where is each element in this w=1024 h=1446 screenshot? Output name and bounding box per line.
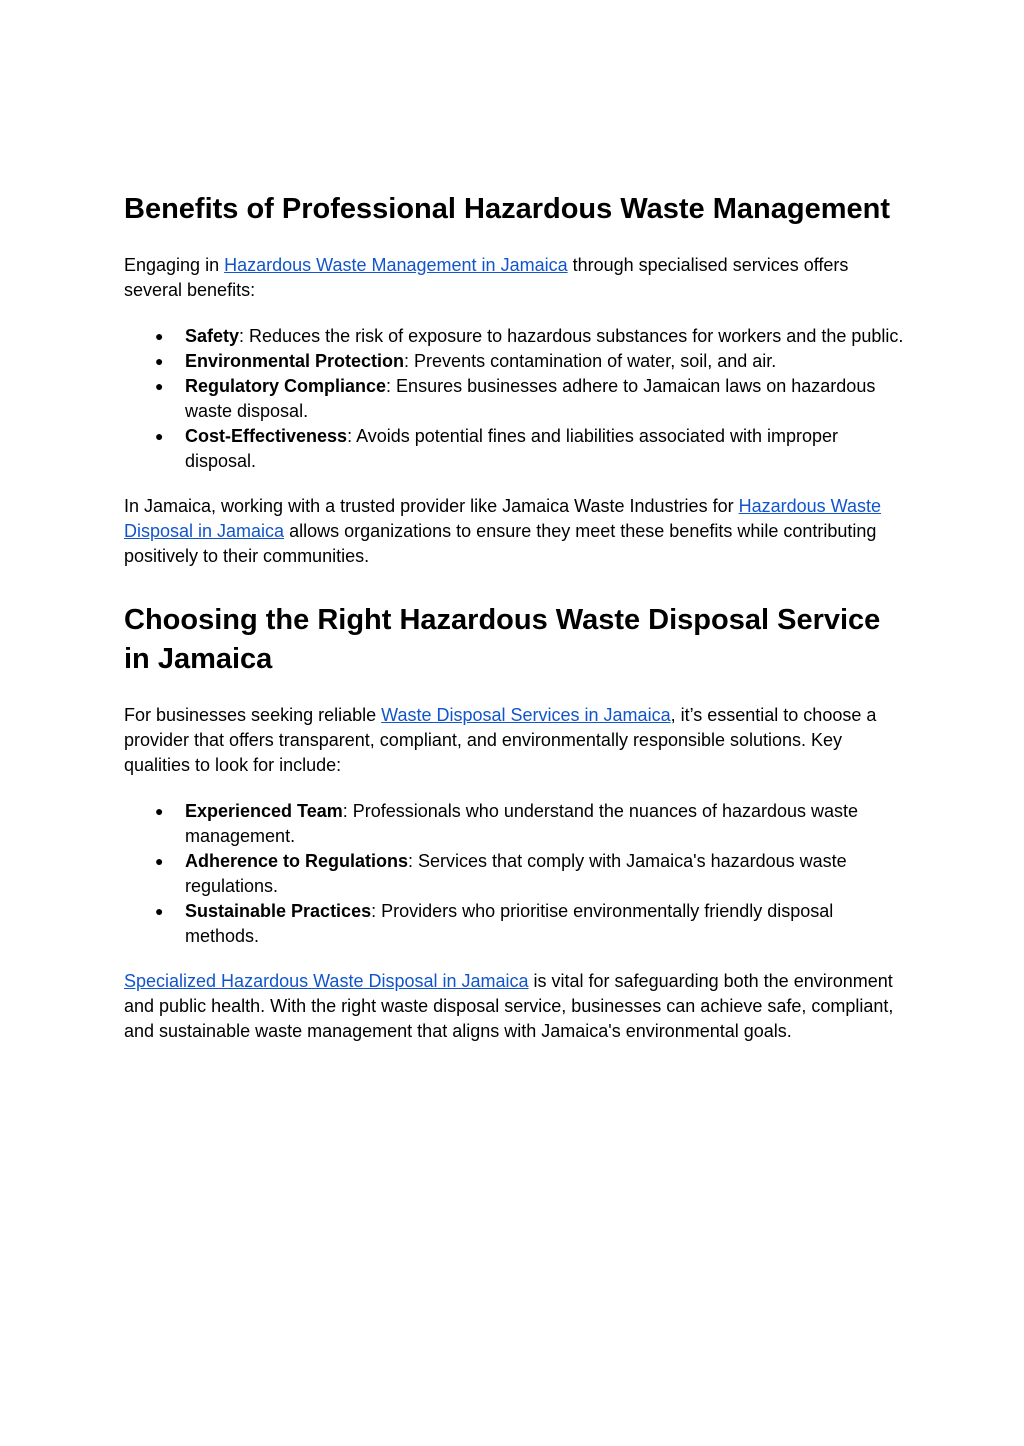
para-text-after: allows organizations to ensure they meet these benefits while contributing positively to their communities. bbox=[124, 521, 877, 566]
list-item-term: Sustainable Practices bbox=[185, 901, 372, 921]
list-item-text: : Providers who prioritise environmentally friendly disposal methods. bbox=[185, 901, 834, 946]
list-item-term: Experienced Team bbox=[185, 801, 343, 821]
link-hazardous-waste-disposal[interactable]: Hazardous Waste Disposal in Jamaica bbox=[124, 496, 881, 541]
list-item-text: : Avoids potential fines and liabilities associated with improper disposal. bbox=[185, 426, 839, 471]
list-item-term: Environmental Protection bbox=[185, 351, 405, 371]
bullet-icon: ● bbox=[155, 328, 164, 344]
intro-text-after: , it’s essential to choose a provider that offers transparent, compliant, and environmentally responsible solutions. Key qualities to look for include: bbox=[124, 705, 877, 775]
list-item-text: : Prevents contamination of water, soil, and air. bbox=[404, 351, 777, 371]
link-specialized-hazardous-waste-disposal[interactable]: Specialized Hazardous Waste Disposal in Jamaica bbox=[124, 971, 529, 991]
list-item bbox=[124, 374, 904, 424]
heading-benefits: Benefits of Professional Hazardous Waste Management bbox=[124, 193, 890, 225]
benefits-list bbox=[124, 324, 904, 474]
list-item bbox=[124, 799, 904, 849]
closing-text-after: is vital for safeguarding both the environment and public health. With the right waste disposal service, businesses can achieve safe, compliant, and sustainable waste management that aligns with Jamaica's environmental goals. bbox=[124, 971, 894, 1041]
qualities-list bbox=[124, 799, 904, 949]
list-item-text: : Services that comply with Jamaica's hazardous waste regulations. bbox=[185, 851, 847, 896]
list-item bbox=[124, 899, 904, 949]
reliable-services-paragraph bbox=[124, 703, 904, 778]
link-waste-disposal-services[interactable]: Waste Disposal Services in Jamaica bbox=[381, 705, 671, 725]
intro-paragraph bbox=[124, 253, 904, 303]
intro-text-after: through specialised services offers several benefits: bbox=[124, 255, 849, 300]
document-page bbox=[124, 188, 904, 1044]
list-item bbox=[124, 349, 904, 374]
list-item bbox=[124, 324, 904, 349]
trusted-provider-paragraph bbox=[124, 494, 904, 569]
para-text-before: In Jamaica, working with a trusted provider like Jamaica Waste Industries for bbox=[124, 496, 739, 516]
list-item-term: Adherence to Regulations bbox=[185, 851, 409, 871]
bullet-icon: ● bbox=[155, 353, 164, 369]
list-item-term: Cost-Effectiveness bbox=[185, 426, 348, 446]
bullet-icon: ● bbox=[155, 903, 164, 919]
bullet-icon: ● bbox=[155, 378, 164, 394]
list-item-text: : Ensures businesses adhere to Jamaican laws on hazardous waste disposal. bbox=[185, 376, 876, 421]
intro-text-before: Engaging in bbox=[124, 255, 225, 275]
closing-paragraph bbox=[124, 969, 904, 1044]
list-item bbox=[124, 849, 904, 899]
bullet-icon: ● bbox=[155, 803, 164, 819]
list-item-term: Regulatory Compliance bbox=[185, 376, 387, 396]
bullet-icon: ● bbox=[155, 428, 164, 444]
list-item-text: : Professionals who understand the nuances of hazardous waste management. bbox=[185, 801, 859, 846]
list-item-term: Safety bbox=[185, 326, 240, 346]
link-hazardous-waste-management[interactable]: Hazardous Waste Management in Jamaica bbox=[224, 255, 568, 275]
intro-text-before: For businesses seeking reliable bbox=[124, 705, 382, 725]
list-item-text: : Reduces the risk of exposure to hazardous substances for workers and the public. bbox=[239, 326, 904, 346]
heading-choosing-service: Choosing the Right Hazardous Waste Disposal Service in Jamaica bbox=[124, 604, 881, 675]
list-item bbox=[124, 424, 904, 474]
bullet-icon: ● bbox=[155, 853, 164, 869]
